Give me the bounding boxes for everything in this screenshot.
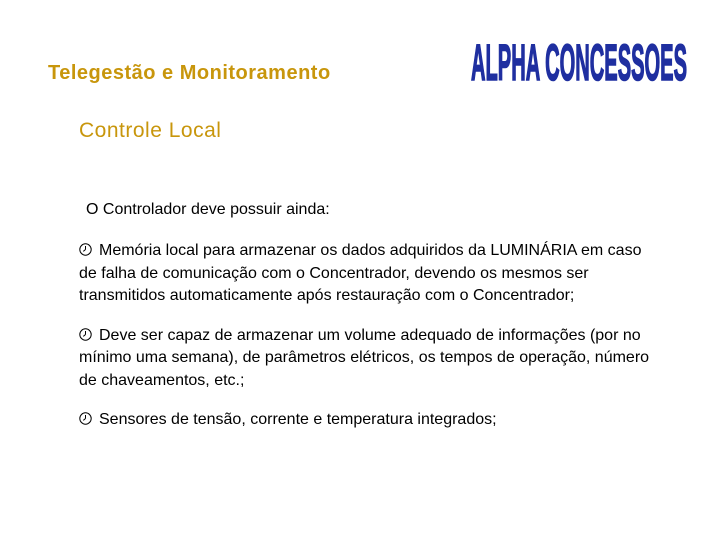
logo-text: ALPHA CONCESSOES: [471, 33, 687, 84]
header-title: Telegestão e Monitoramento: [48, 62, 331, 84]
bullet-text: Sensores de tensão, corrente e temperatura integrados;: [99, 411, 497, 428]
bullet-item-2: [79, 325, 659, 393]
intro-text: O Controlador deve possuir ainda:: [86, 201, 330, 218]
section-title: Controle Local: [79, 119, 222, 142]
bullet-item-1: [79, 240, 659, 308]
clock-icon: [79, 412, 92, 425]
company-logo: [470, 26, 690, 84]
clock-icon: [79, 328, 92, 341]
bullet-text: Memória local para armazenar os dados adquiridos da LUMINÁRIA em caso de falha de comunicação com o Concentrador, devendo os mesmos ser transmitidos automaticamente após restauração com o Concentrador;: [79, 242, 642, 304]
bullet-text: Deve ser capaz de armazenar um volume adequado de informações (por no mínimo uma semana), de parâmetros elétricos, os tempos de operação, número de chaveamentos, etc.;: [79, 326, 650, 389]
clock-icon: [79, 243, 92, 256]
bullet-item-3: [79, 409, 659, 432]
bullet-list: [79, 240, 659, 449]
